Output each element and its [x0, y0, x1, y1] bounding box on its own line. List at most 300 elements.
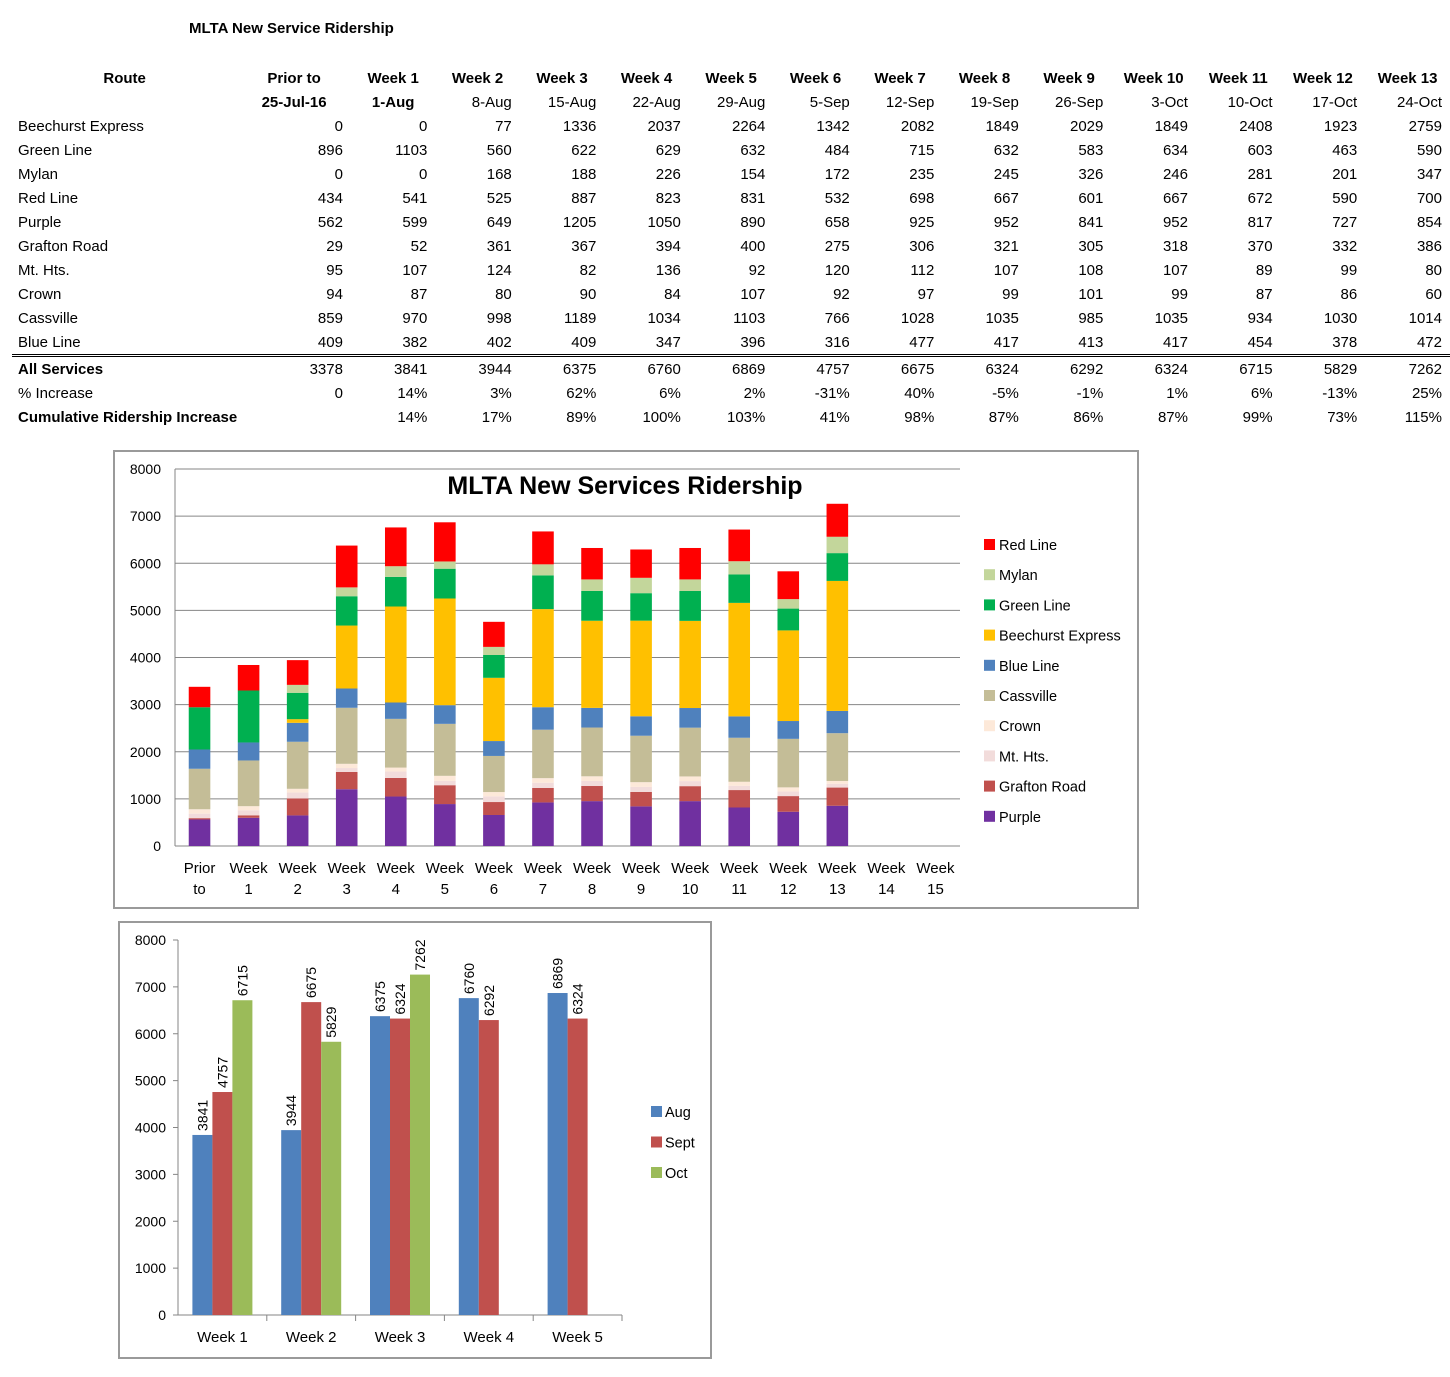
column-header: Week 7	[874, 69, 926, 87]
table-cell: 622	[571, 141, 597, 159]
table-cell: 1205	[562, 213, 597, 231]
table-cell: 6869	[731, 360, 766, 378]
bar-segment-mt-hts-	[679, 781, 701, 786]
route-name: Green Line	[18, 141, 93, 159]
table-cell: 326	[1078, 165, 1104, 183]
bar-segment-green-line	[434, 569, 456, 599]
table-cell: -1%	[1076, 384, 1104, 402]
table-cell	[237, 405, 351, 429]
column-header: Week 11	[1208, 69, 1268, 87]
data-label: 6292	[480, 984, 497, 1017]
legend-swatch	[984, 630, 995, 641]
route-name: Grafton Road	[18, 237, 109, 255]
table-cell: 854	[1416, 213, 1442, 231]
bar-segment-red-line	[532, 531, 554, 564]
x-tick-label: Week 2	[285, 1329, 337, 1346]
data-label: 6324	[569, 983, 586, 1015]
x-tick-label: to	[193, 881, 206, 898]
bar-segment-blue-line	[679, 708, 701, 728]
bar-segment-mt-hts-	[336, 768, 358, 772]
table-cell: 601	[1078, 189, 1104, 207]
bar-aug	[192, 1135, 212, 1315]
table-header-row	[12, 66, 1450, 90]
route-name: Beechurst Express	[18, 117, 144, 135]
table-cell: 99	[1002, 285, 1019, 303]
table-cell: 925	[909, 213, 935, 231]
route-name: Cassville	[18, 309, 79, 327]
table-row	[12, 138, 1450, 162]
route-name: Crown	[18, 285, 62, 303]
table-cell: 896	[317, 141, 343, 159]
table-cell: 2408	[1239, 117, 1273, 135]
bar-segment-mt-hts-	[238, 810, 260, 815]
bar-segment-mylan	[827, 537, 849, 553]
bar-segment-grafton-road	[581, 786, 603, 801]
table-cell: 1034	[647, 309, 681, 327]
x-tick-label: 1	[244, 881, 253, 898]
table-date-row	[12, 90, 1450, 114]
bar-sept	[212, 1092, 232, 1315]
bar-segment-grafton-road	[287, 798, 309, 815]
table-cell: 1849	[985, 117, 1019, 135]
table-cell: 3944	[478, 360, 512, 378]
summary-row	[12, 405, 1450, 429]
table-cell: 361	[486, 237, 512, 255]
bar-segment-blue-line	[827, 711, 849, 733]
bar-segment-grafton-road	[336, 772, 358, 789]
table-cell: 0	[334, 384, 343, 402]
table-cell: 396	[689, 330, 774, 356]
bar-segment-blue-line	[189, 749, 211, 768]
x-tick-label: Week	[327, 860, 366, 877]
bar-segment-mt-hts-	[483, 796, 505, 802]
table-cell: 4757	[816, 360, 850, 378]
legend-swatch	[651, 1167, 662, 1178]
table-cell: 700	[1416, 189, 1442, 207]
table-cell: 6375	[562, 360, 597, 378]
bar-segment-cassville	[827, 733, 849, 781]
bar-segment-grafton-road	[532, 788, 554, 802]
y-tick-label: 3000	[129, 696, 161, 713]
table-cell: 0	[334, 117, 343, 135]
table-cell: 124	[486, 261, 512, 279]
summary-row	[12, 381, 1450, 405]
table-cell: 2082	[900, 117, 935, 135]
table-row	[12, 186, 1450, 210]
bar-segment-red-line	[189, 687, 211, 707]
table-cell: 90	[579, 285, 597, 303]
bar-sept	[479, 1020, 499, 1315]
column-date: 29-Aug	[716, 93, 766, 111]
table-cell: 715	[909, 141, 935, 159]
table-cell: 73%	[1327, 408, 1358, 426]
table-cell: 562	[317, 213, 343, 231]
bar-segment-blue-line	[336, 689, 358, 708]
bar-segment-mylan	[385, 566, 407, 577]
table-cell: 87%	[1157, 408, 1188, 426]
x-tick-label: 9	[636, 881, 646, 898]
table-cell: 347	[1416, 165, 1442, 183]
table-cell: 107	[993, 261, 1019, 279]
bar-segment-cassville	[483, 756, 505, 792]
bar-segment-cassville	[679, 728, 701, 777]
bar-segment-mt-hts-	[827, 784, 849, 788]
column-header: Route	[103, 69, 146, 87]
bar-segment-crown	[777, 787, 799, 791]
table-cell: 1028	[900, 309, 935, 327]
table-cell: 1849	[1154, 117, 1188, 135]
table-cell: 698	[909, 189, 935, 207]
table-cell: 1103	[395, 141, 428, 159]
x-tick-label: Week	[474, 860, 513, 877]
bar-segment-mt-hts-	[728, 786, 750, 790]
table-cell: 318	[1162, 237, 1188, 255]
stacked-ridership-chart-svg	[115, 452, 1137, 907]
legend-label: Sept	[665, 1135, 695, 1152]
table-cell: 952	[993, 213, 1019, 231]
column-date: 25-Jul-16	[261, 93, 327, 111]
legend-label: Cassville	[999, 689, 1058, 705]
table-cell: 41%	[819, 408, 850, 426]
bar-segment-red-line	[630, 549, 652, 577]
column-date: 19-Sep	[970, 93, 1019, 111]
column-header: Week 1	[367, 69, 419, 87]
table-cell: 472	[1365, 330, 1450, 356]
bar-segment-cassville	[189, 769, 211, 809]
bar-segment-grafton-road	[238, 815, 260, 817]
x-tick-label: 14	[878, 881, 895, 898]
bar-segment-green-line	[679, 591, 701, 621]
table-cell: 29	[326, 237, 343, 255]
bar-segment-crown	[581, 776, 603, 781]
x-tick-label: Week 1	[197, 1329, 248, 1346]
bar-segment-cassville	[287, 742, 309, 789]
table-cell: 3841	[393, 360, 428, 378]
bar-segment-mylan	[434, 561, 456, 568]
table-cell: 2759	[1408, 117, 1442, 135]
bar-segment-purple	[777, 812, 799, 846]
table-cell: 5829	[1323, 360, 1358, 378]
bar-segment-blue-line	[630, 716, 652, 735]
table-cell: 952	[1162, 213, 1188, 231]
bar-segment-grafton-road	[434, 785, 456, 804]
table-cell: 40%	[904, 384, 935, 402]
table-cell: 77	[495, 117, 512, 135]
table-cell: 632	[740, 141, 766, 159]
bar-segment-cassville	[238, 760, 260, 806]
data-label: 6715	[234, 965, 251, 997]
bar-segment-beechurst-express	[385, 607, 407, 703]
table-cell: 120	[824, 261, 850, 279]
column-header: Week 4	[620, 69, 673, 87]
legend-swatch	[984, 720, 995, 731]
bar-segment-purple	[336, 789, 358, 846]
bar-segment-cassville	[532, 730, 554, 778]
legend-swatch	[651, 1106, 662, 1117]
y-tick-label: 1000	[134, 1260, 166, 1277]
table-cell: 89%	[566, 408, 597, 426]
y-tick-label: 3000	[134, 1166, 166, 1183]
table-cell: 599	[402, 213, 428, 231]
legend-swatch	[984, 599, 995, 610]
table-row	[12, 306, 1450, 330]
y-tick-label: 4000	[134, 1119, 166, 1136]
bar-aug	[281, 1130, 301, 1315]
table-cell: 92	[833, 285, 850, 303]
table-cell: 603	[1247, 141, 1273, 159]
bar-segment-red-line	[385, 527, 407, 566]
table-cell: 7262	[1408, 360, 1442, 378]
table-cell: 80	[495, 285, 512, 303]
column-header: Week 10	[1123, 69, 1184, 87]
bar-segment-mt-hts-	[777, 791, 799, 796]
bar-oct	[321, 1042, 341, 1315]
x-tick-label: Week	[376, 860, 415, 877]
table-cell: 316	[773, 330, 857, 356]
route-name: Mt. Hts.	[18, 261, 70, 279]
bar-segment-blue-line	[532, 707, 554, 729]
summary-label: % Increase	[18, 384, 94, 402]
table-cell: 52	[410, 237, 428, 255]
x-tick-label: Week	[818, 860, 857, 877]
table-cell: 6760	[647, 360, 681, 378]
summary-row	[12, 356, 1450, 382]
table-cell: 525	[486, 189, 512, 207]
column-date: 15-Aug	[547, 93, 597, 111]
data-label: 3944	[283, 1094, 300, 1127]
bar-segment-green-line	[532, 575, 554, 609]
bar-segment-grafton-road	[189, 818, 211, 819]
bar-segment-purple	[483, 815, 505, 846]
table-cell: 463	[1332, 141, 1358, 159]
table-row	[12, 258, 1450, 282]
y-tick-label: 5000	[129, 602, 161, 619]
x-tick-label: Week 3	[374, 1329, 426, 1346]
x-tick-label: 13	[829, 881, 846, 898]
legend-swatch	[984, 811, 995, 822]
table-cell: 107	[402, 261, 428, 279]
table-cell: 89	[1255, 261, 1273, 279]
legend-label: Green Line	[999, 598, 1071, 615]
bar-segment-mt-hts-	[287, 793, 309, 799]
bar-segment-cassville	[385, 719, 407, 768]
bar-oct	[410, 975, 430, 1315]
table-cell: 541	[402, 189, 428, 207]
table-cell: 347	[604, 330, 689, 356]
legend-swatch	[984, 660, 995, 671]
bar-segment-crown	[189, 809, 211, 813]
bar-segment-beechurst-express	[287, 719, 309, 723]
table-cell: 281	[1247, 165, 1273, 183]
table-cell: 6324	[1154, 360, 1188, 378]
x-tick-label: 3	[342, 881, 351, 898]
y-tick-label: 8000	[134, 932, 166, 948]
bar-segment-green-line	[728, 574, 750, 602]
table-cell: 305	[1078, 237, 1104, 255]
bar-segment-cassville	[630, 736, 652, 782]
bar-segment-purple	[827, 806, 849, 846]
legend-label: Mylan	[999, 568, 1038, 585]
summary-label: All Services	[18, 360, 104, 378]
table-cell: 394	[655, 237, 681, 255]
bar-segment-beechurst-express	[434, 598, 456, 705]
bar-sept	[301, 1002, 321, 1315]
bar-segment-mylan	[630, 578, 652, 593]
bar-segment-red-line	[434, 522, 456, 561]
bar-segment-crown	[728, 782, 750, 786]
bar-segment-mylan	[581, 579, 603, 591]
table-cell: 1336	[562, 117, 597, 135]
y-tick-label: 7000	[134, 978, 166, 995]
bar-segment-crown	[532, 778, 554, 783]
table-cell: 2029	[1069, 117, 1104, 135]
bar-segment-purple	[581, 801, 603, 846]
table-cell: 6%	[659, 384, 681, 402]
table-cell: 667	[993, 189, 1019, 207]
x-tick-label: 2	[293, 881, 302, 898]
legend-label: Crown	[999, 719, 1041, 736]
table-cell: 14%	[397, 408, 428, 426]
bar-segment-grafton-road	[827, 788, 849, 806]
bar-segment-beechurst-express	[483, 678, 505, 741]
data-label: 6869	[549, 957, 566, 990]
table-cell: 6675	[900, 360, 935, 378]
bar-segment-blue-line	[728, 716, 750, 737]
bar-segment-purple	[287, 815, 309, 846]
table-cell: 154	[740, 165, 766, 183]
table-cell: -31%	[814, 384, 850, 402]
stacked-ridership-chart	[113, 450, 1139, 909]
table-cell: 386	[1416, 237, 1442, 255]
y-tick-label: 8000	[129, 461, 161, 477]
bar-segment-beechurst-express	[581, 621, 603, 708]
table-cell: 100%	[642, 408, 681, 426]
table-cell: 107	[740, 285, 766, 303]
table-cell: 0	[419, 165, 428, 183]
bar-segment-green-line	[238, 690, 260, 742]
column-header: Week 3	[536, 69, 588, 87]
table-cell: 1923	[1323, 117, 1358, 135]
bar-segment-red-line	[581, 548, 603, 579]
y-tick-label: 6000	[129, 555, 161, 572]
table-cell: 0	[419, 117, 428, 135]
table-cell: 25%	[1411, 384, 1442, 402]
table-cell: 99	[1171, 285, 1188, 303]
bar-sept	[568, 1019, 588, 1315]
bar-sept	[390, 1019, 410, 1315]
bar-segment-grafton-road	[679, 786, 701, 801]
table-cell: 887	[571, 189, 597, 207]
bar-segment-blue-line	[581, 708, 603, 728]
x-tick-label: Week 5	[552, 1329, 603, 1346]
table-cell: 188	[571, 165, 597, 183]
bar-segment-cassville	[777, 739, 799, 788]
bar-segment-purple	[630, 806, 652, 846]
table-cell: 94	[326, 285, 343, 303]
bar-aug	[370, 1016, 390, 1315]
table-cell: 172	[824, 165, 850, 183]
column-header: Prior to	[267, 69, 321, 87]
table-cell: 532	[824, 189, 850, 207]
y-tick-label: 1000	[129, 790, 161, 807]
table-cell: 934	[1247, 309, 1273, 327]
y-tick-label: 2000	[129, 743, 161, 760]
bar-segment-red-line	[777, 571, 799, 599]
data-label: 3841	[194, 1099, 211, 1131]
table-cell: 434	[317, 189, 343, 207]
x-tick-label: Week	[278, 860, 317, 877]
table-cell: 859	[317, 309, 343, 327]
bar-segment-crown	[238, 806, 260, 810]
route-name: Blue Line	[12, 330, 237, 356]
table-cell: 823	[655, 189, 681, 207]
bar-segment-crown	[827, 781, 849, 784]
table-cell: 332	[1332, 237, 1358, 255]
x-tick-label: Prior	[183, 860, 216, 877]
bar-segment-mt-hts-	[532, 783, 554, 788]
data-label: 6675	[303, 966, 320, 999]
table-cell: 477	[858, 330, 943, 356]
table-cell: 245	[993, 165, 1019, 183]
table-cell: 87	[410, 285, 428, 303]
bar-segment-mt-hts-	[434, 781, 456, 785]
table-cell: 99	[1340, 261, 1358, 279]
x-tick-label: 7	[538, 881, 548, 898]
bar-segment-beechurst-express	[630, 621, 652, 717]
table-cell: 970	[402, 309, 428, 327]
bar-segment-blue-line	[483, 741, 505, 756]
table-cell: 103%	[726, 408, 766, 426]
bar-segment-green-line	[581, 591, 603, 621]
bar-segment-crown	[336, 764, 358, 768]
bar-segment-red-line	[287, 660, 309, 685]
table-cell: -5%	[992, 384, 1019, 402]
bar-segment-mylan	[483, 647, 505, 655]
legend-label: Oct	[665, 1166, 688, 1182]
table-cell: 658	[824, 213, 850, 231]
table-cell: 590	[1332, 189, 1358, 207]
bar-segment-cassville	[728, 738, 750, 782]
column-header: Week 8	[958, 69, 1011, 87]
column-header: Week 2	[451, 69, 504, 87]
table-cell: 82	[579, 261, 597, 279]
bar-segment-purple	[679, 801, 701, 846]
table-cell: 92	[748, 261, 766, 279]
y-tick-label: 0	[158, 1307, 166, 1323]
table-cell: 382	[351, 330, 435, 356]
bar-segment-beechurst-express	[827, 581, 849, 711]
legend-label: Red Line	[999, 538, 1058, 554]
x-tick-label: 11	[731, 881, 748, 898]
bar-segment-blue-line	[777, 721, 799, 739]
table-cell: 1103	[733, 309, 766, 327]
table-cell: 727	[1332, 213, 1358, 231]
table-cell: 417	[1111, 330, 1196, 356]
column-header: Week 5	[705, 69, 757, 87]
bar-segment-grafton-road	[630, 792, 652, 806]
y-tick-label: 7000	[129, 508, 161, 525]
x-tick-label: Week	[769, 860, 808, 877]
table-cell: 246	[1162, 165, 1188, 183]
bar-segment-grafton-road	[483, 802, 505, 815]
table-cell: 84	[664, 285, 681, 303]
table-cell: 0	[334, 165, 343, 183]
bar-segment-cassville	[434, 724, 456, 776]
bar-segment-purple	[385, 797, 407, 846]
table-cell: 6324	[985, 360, 1019, 378]
table-cell: 409	[520, 330, 605, 356]
table-cell: 831	[740, 189, 766, 207]
